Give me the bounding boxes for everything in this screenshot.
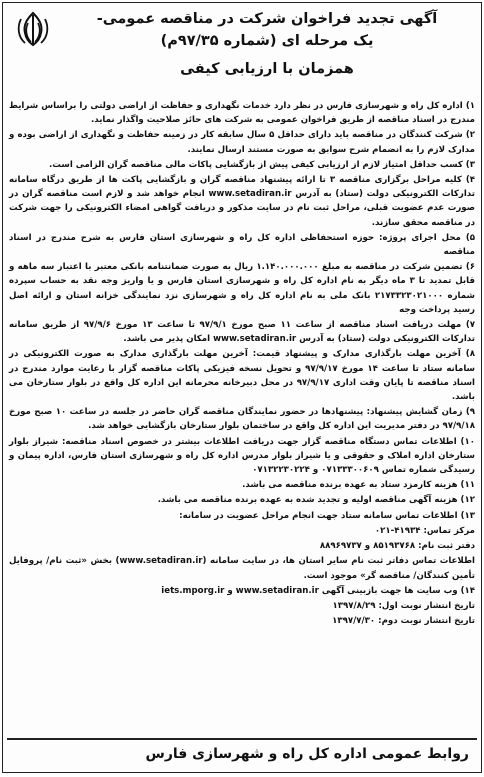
paragraph-7: ۷) مهلت دریافت اسناد مناقصه از ساعت ۱۱ صبح مورخ ۹۷/۹/۱ تا ساعت ۱۳ مورخ ۹۷/۹/۶ از طریق سامانه تدارکات الکترونیکی دولت (ستاد) به آدرس www.setadiran.ir امکان پذیر می باشد. xyxy=(9,320,475,345)
other-provinces-info: اطلاعات تماس دفاتر ثبت نام سایر استان ها، در سایت سامانه (www.setadiran.ir) بخش «ثبت نام/ پروفایل تأمین کنندگان/ مناقصه گر» موجود است. xyxy=(9,556,475,581)
paragraph-10: ۱۰) اطلاعات تماس دستگاه مناقصه گزار جهت دریافت اطلاعات بیشتر در خصوص اسناد مناقصه: شیراز بلوار ستارخان اداره املاک و حقوقی و یا شیراز بلوار مدرس اداره کل راه و شهرسازی استان فارس، اداره پیمان و رسیدگی شماره تماس ۰۷۱۳۳۳۰۰۶۰۹ و ۰۷۱۳۲۲۳۰۲۲۴ xyxy=(9,436,475,476)
iran-emblem-icon xyxy=(13,9,53,49)
paragraph-11: ۱۱) هزینه کارمزد ستاد به عهده برنده مناقصه می باشد. xyxy=(242,480,475,491)
title-line-1: آگهی تجدید فراخوان شرکت در مناقصه عمومی- xyxy=(96,11,438,27)
paragraph-1: ۱) اداره کل راه و شهرسازی فارس در نظر دارد خدمات نگهداری و حفاظت از اراضی دولتی را براساس شرایط مندرج در اسناد مناقصه از طریق فراخوان عمومی به شرکت های حائز صلاحیت واگذار نماید. xyxy=(9,101,475,126)
paragraph-14: ۱۴) وب سایت ها جهت بازبینی آگهی www.setadiran.ir و iets.mporg.ir xyxy=(161,585,475,596)
paragraph-5: ۵) محل اجرای پروژه: حوزه استحفاظی اداره کل راه و شهرسازی استان فارس به شرح مندرج در اسناد مناقصه xyxy=(9,232,475,258)
title-block xyxy=(61,9,473,79)
paragraph-8: ۸) آخرین مهلت بارگذاری مدارک و پیشنهاد قیمت: آخرین مهلت بارگذاری مدارک به صورت الکترونیکی در سامانه ستاد تا ساعت ۱۴ مورخ ۹۷/۹/۱۷ و تحویل نسخه فیزیکی پاکات مناقصه گزار با رعایت موارد مندرج در اسناد مناقصه تا پایان وقت اداری ۹۷/۹/۱۷ در محل دبیرخانه محرمانه این اداره کل واقع در بلوار ستارخان می باشد. xyxy=(9,349,476,403)
registration-office: دفتر ثبت نام: ۸۵۱۹۳۷۶۸ و ۸۸۹۶۹۷۳۷ xyxy=(319,541,475,552)
paragraph-6: ۶) تضمین شرکت در مناقصه به مبلغ ۱.۱۴۰.۰۰۰.۰۰۰ ریال به صورت ضمانتنامه بانکی معتبر با اعتبار سه ماهه و قابل تمدید تا ۳ ماه دیگر به نام اداره کل راه و شهرسازی استان فارس و یا واریز وجه نقد به حساب سپرده شماره ۲۱۷۳۳۲۳۰۲۱۰۰۰ بانک ملی به نام اداره کل راه و شهرسازی نزد نمایندگی خزانه استان و ارائه اصل رسید پرداخت وجه xyxy=(9,262,476,315)
notice-body xyxy=(9,99,475,629)
tender-notice xyxy=(2,2,482,773)
paragraph-4: ۴) کلیه مراحل برگزاری مناقصه ۳ تا ارائه پیشنهاد مناقصه گران و بازگشایی پاکت ها از طریق درگاه سامانه تدارکات الکترونیکی دولت (ستاد) به آدرس www.setadiran.ir انجام خواهد شد و لازم است مناقصه گران در صورت عدم عضویت قبلی، مراحل ثبت نام در سایت مذکور و دریافت گواهی امضاء الکترونیکی را جهت شرکت در مناقصه محقق سازند. xyxy=(9,175,475,228)
second-publication-date: تاریخ انتشار نوبت دوم: ۱۳۹۷/۷/۳۰ xyxy=(332,616,475,627)
paragraph-13: ۱۳) اطلاعات تماس سامانه ستاد جهت انجام مراحل عضویت در سامانه: xyxy=(179,510,475,521)
paragraph-12: ۱۲) هزینه آگهی مناقصه اولیه و تجدید شده به عهده برنده مناقصه می باشد. xyxy=(157,495,475,506)
paragraph-2: ۲) شرکت کنندگان در مناقصه باید دارای حداقل ۵ سال سابقه کار در زمینه حفاظت و نگهداری از اراضی بوده و مدارک لازم را به انضمام شرح سوابق به صورت مستند ارسال نمایند. xyxy=(9,130,475,155)
first-publication-date: تاریخ انتشار نوبت اول: ۱۳۹۷/۸/۲۹ xyxy=(332,600,475,611)
title-line-3: همزمان با ارزیابی کیفی xyxy=(180,61,354,77)
paragraph-9: ۹) زمان گشایش پیشنهاد: پیشنهادها در حضور نمایندگان مناقصه گران حاضر در جلسه در ساعت ۱۰ صبح مورخ ۹۷/۹/۱۸ در دفتر مدیریت این اداره کل واقع در ساختمان بلوار ستارخان بازگشایی خواهد شد. xyxy=(9,407,475,432)
paragraph-3: ۳) کسب حداقل امتیاز لازم از ارزیابی کیفی پیش از بازگشایی پاکات مالی مناقصه گران الزامی است. xyxy=(49,159,475,170)
title-line-2: یک مرحله ای (شماره ۹۷/۳۵م) xyxy=(160,33,374,49)
contact-center: مرکز تماس: ۴۱۹۳۴-۰۲۱ xyxy=(374,525,475,536)
footer-signature: روابط عمومی اداره کل راه و شهرسازی فارس xyxy=(7,738,477,770)
